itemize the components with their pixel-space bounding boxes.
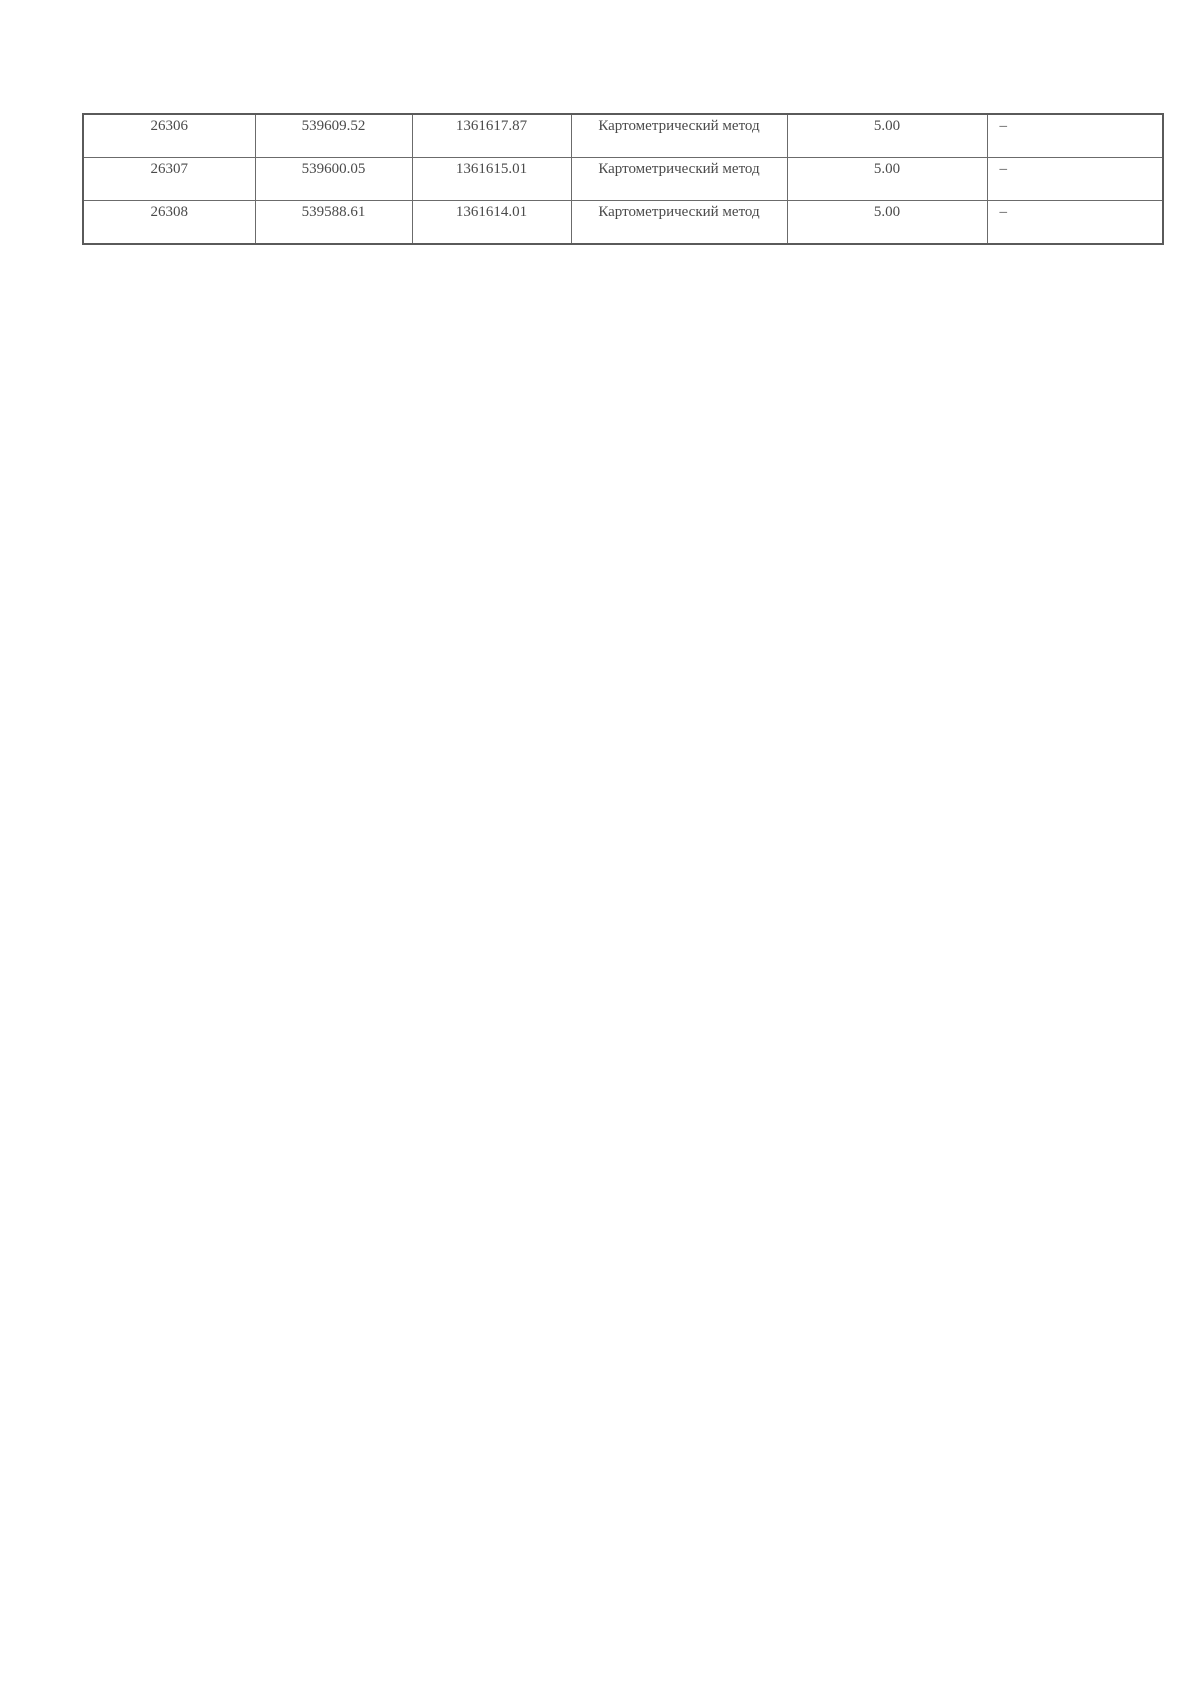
y-coordinate-cell: 1361617.87 <box>412 114 571 158</box>
note-cell: – <box>987 201 1163 245</box>
coordinates-table <box>82 113 1164 245</box>
point-number-cell: 26307 <box>83 158 255 201</box>
y-coordinate-cell: 1361614.01 <box>412 201 571 245</box>
accuracy-cell: 5.00 <box>787 114 987 158</box>
y-coordinate-cell: 1361615.01 <box>412 158 571 201</box>
method-cell: Картометрический метод <box>571 158 787 201</box>
table-row <box>83 158 1163 201</box>
table-row <box>83 201 1163 245</box>
note-cell: – <box>987 114 1163 158</box>
accuracy-cell: 5.00 <box>787 201 987 245</box>
point-number-cell: 26308 <box>83 201 255 245</box>
x-coordinate-cell: 539600.05 <box>255 158 412 201</box>
method-cell: Картометрический метод <box>571 201 787 245</box>
accuracy-cell: 5.00 <box>787 158 987 201</box>
point-number-cell: 26306 <box>83 114 255 158</box>
x-coordinate-cell: 539609.52 <box>255 114 412 158</box>
note-cell: – <box>987 158 1163 201</box>
table-row <box>83 114 1163 158</box>
x-coordinate-cell: 539588.61 <box>255 201 412 245</box>
method-cell: Картометрический метод <box>571 114 787 158</box>
coordinates-table-container <box>82 113 1162 245</box>
